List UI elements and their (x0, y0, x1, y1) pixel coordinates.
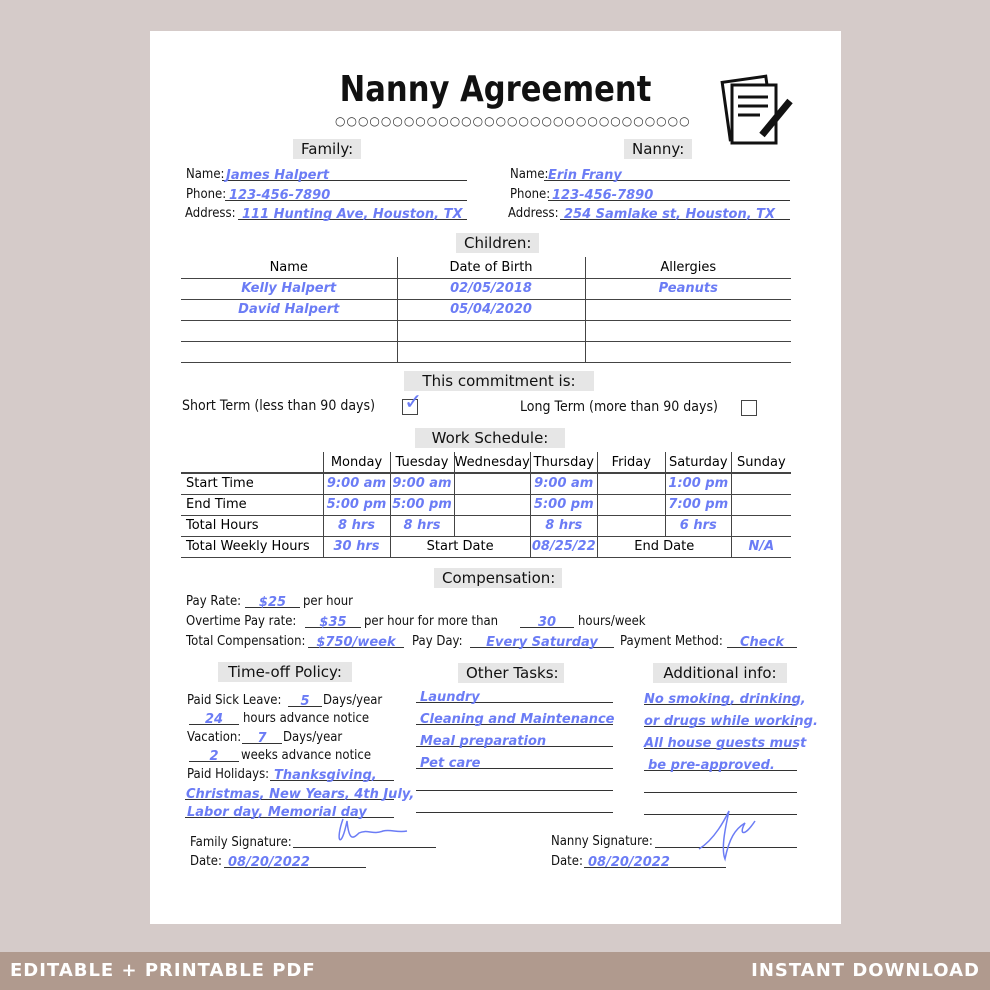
column-header: Name (181, 257, 397, 278)
cell[interactable] (454, 515, 530, 536)
cell[interactable]: 8 hrs (323, 515, 390, 536)
cell[interactable]: 9:00 am (323, 473, 390, 494)
overtime-hours-field[interactable] (520, 611, 574, 628)
vacation-notice-value: 2 (209, 749, 219, 764)
family-address-field[interactable] (238, 203, 467, 220)
payment-method-label: Payment Method: (620, 634, 723, 649)
overtime-label: Overtime Pay rate: (186, 614, 297, 629)
child-dob[interactable] (397, 320, 585, 341)
holidays-field[interactable] (270, 764, 394, 781)
total-comp-field[interactable] (308, 631, 404, 648)
nanny-address-label: Address: (508, 206, 559, 221)
family-address-value: 111 Hunting Ave, Houston, TX (242, 207, 463, 222)
nanny-date-value: 08/20/2022 (588, 855, 670, 870)
family-phone-value: 123-456-7890 (229, 188, 331, 203)
family-signature-drawing (333, 811, 413, 851)
task-value: Cleaning and Maintenance (420, 712, 615, 727)
pay-rate-value: $25 (258, 595, 287, 610)
payment-method-value: Check (740, 635, 784, 650)
row-label: Total Hours (181, 515, 323, 536)
promo-banner (0, 952, 990, 990)
family-date-field[interactable] (224, 851, 366, 868)
cell[interactable] (454, 473, 530, 494)
vacation-field[interactable] (242, 727, 282, 744)
overtime-hours-value: 30 (537, 615, 557, 630)
child-allergies[interactable] (585, 320, 791, 341)
row-label: Total Weekly Hours (181, 536, 323, 557)
vacation-notice-field[interactable] (189, 745, 239, 762)
document-pen-icon (720, 73, 800, 153)
cell[interactable]: 5:00 pm (323, 494, 390, 515)
nanny-name-label: Name: (510, 167, 549, 182)
info-value: be pre-approved. (648, 758, 775, 773)
end-date[interactable]: N/A (731, 536, 791, 557)
table-row (181, 536, 791, 557)
task-line[interactable] (416, 774, 613, 791)
table-row (181, 473, 791, 494)
info-line[interactable] (644, 776, 797, 793)
cell[interactable] (597, 494, 665, 515)
cell[interactable] (597, 473, 665, 494)
sick-leave-value: 5 (300, 694, 310, 709)
task-value: Pet care (420, 756, 481, 771)
task-line[interactable] (416, 708, 613, 725)
agreement-page (150, 31, 841, 924)
cell[interactable] (731, 494, 791, 515)
cell[interactable]: 8 hrs (390, 515, 454, 536)
banner-left-text: EDITABLE + PRINTABLE PDF (10, 960, 316, 981)
page-title: Nanny Agreement (339, 69, 652, 110)
sick-leave-field[interactable] (288, 690, 322, 707)
per-hour-label: per hour (303, 594, 353, 609)
child-dob[interactable] (397, 341, 585, 362)
info-line[interactable] (644, 710, 818, 729)
overtime-field[interactable] (305, 611, 361, 628)
cell[interactable]: 7:00 pm (665, 494, 731, 515)
table-row (181, 341, 791, 362)
pay-day-label: Pay Day: (412, 634, 463, 649)
column-header: Date of Birth (397, 257, 585, 278)
hours-notice-label: hours advance notice (243, 711, 370, 726)
info-value: All house guests must (644, 736, 807, 751)
day-header: Friday (597, 452, 665, 473)
pay-rate-label: Pay Rate: (186, 594, 242, 609)
nanny-phone-label: Phone: (510, 187, 551, 202)
nanny-heading: Nanny: (624, 139, 692, 159)
family-name-field[interactable] (222, 164, 467, 181)
family-signature-field[interactable] (293, 831, 436, 848)
additional-info-heading: Additional info: (653, 663, 787, 683)
short-term-checkbox[interactable] (402, 390, 423, 415)
start-date[interactable]: 08/25/22 (530, 536, 597, 557)
child-name[interactable] (181, 341, 397, 362)
row-label: Start Time (181, 473, 323, 494)
sick-notice-field[interactable] (189, 708, 239, 725)
family-heading: Family: (293, 139, 361, 159)
info-line[interactable] (644, 688, 806, 707)
cell[interactable] (597, 515, 665, 536)
child-allergies[interactable]: Peanuts (585, 278, 791, 299)
payment-method-field[interactable] (727, 631, 797, 648)
family-date-label: Date: (190, 854, 222, 869)
nanny-address-value: 254 Samlake st, Houston, TX (564, 207, 776, 222)
child-dob[interactable]: 02/05/2018 (397, 278, 585, 299)
nanny-phone-field[interactable] (548, 184, 790, 201)
checkmark-icon: ✓ (404, 390, 423, 415)
table-row (181, 494, 791, 515)
sick-leave-label: Paid Sick Leave: (187, 693, 282, 708)
cell[interactable] (731, 515, 791, 536)
info-value: or drugs while working. (644, 714, 818, 729)
info-value: No smoking, drinking, (644, 692, 806, 707)
title-divider: ○○○○○○○○○○○○○○○○○○○○○○○○○○○○○○○ (335, 114, 691, 128)
nanny-date-label: Date: (551, 854, 583, 869)
day-header: Wednesday (454, 452, 530, 473)
cell[interactable]: 9:00 am (530, 473, 597, 494)
holidays-value: Labor day, Memorial day (187, 805, 367, 820)
holidays-value: Christmas, New Years, 4th July, (186, 787, 415, 802)
days-year-label: Days/year (323, 693, 383, 708)
schedule-table (181, 452, 791, 558)
time-off-heading: Time-off Policy: (218, 662, 352, 682)
overtime-value: $35 (319, 615, 347, 630)
start-date-label: Start Date (390, 536, 530, 557)
work-schedule-heading: Work Schedule: (415, 428, 565, 448)
cell[interactable]: 8 hrs (530, 515, 597, 536)
day-header: Thursday (530, 452, 597, 473)
family-name-value: James Halpert (226, 168, 330, 183)
table-row (181, 515, 791, 536)
child-name[interactable] (181, 320, 397, 341)
row-label: End Time (181, 494, 323, 515)
family-address-label: Address: (185, 206, 236, 221)
cell[interactable]: 9:00 am (390, 473, 454, 494)
children-table (181, 257, 791, 363)
table-row (181, 299, 791, 320)
cell[interactable]: 5:00 pm (530, 494, 597, 515)
column-header: Allergies (585, 257, 791, 278)
task-value: Laundry (420, 690, 480, 705)
nanny-signature-label: Nanny Signature: (551, 834, 653, 849)
weeks-notice-label: weeks advance notice (241, 748, 372, 763)
nanny-date-field[interactable] (584, 851, 726, 868)
holidays-value: Thanksgiving, (274, 768, 377, 783)
family-phone-field[interactable] (225, 184, 467, 201)
task-line[interactable] (416, 796, 613, 813)
short-term-label: Short Term (less than 90 days) (182, 398, 376, 414)
end-date-label: End Date (597, 536, 731, 557)
day-header: Tuesday (390, 452, 454, 473)
family-name-label: Name: (186, 167, 225, 182)
vacation-value: 7 (257, 731, 267, 746)
task-value: Meal preparation (420, 734, 547, 749)
task-line[interactable] (416, 730, 613, 747)
nanny-name-field[interactable] (544, 164, 790, 181)
nanny-phone-value: 123-456-7890 (552, 188, 654, 203)
task-line[interactable] (416, 752, 613, 769)
holidays-field[interactable] (185, 783, 415, 802)
cell[interactable] (454, 494, 530, 515)
hours-week-label: hours/week (578, 614, 646, 629)
day-header: Saturday (665, 452, 731, 473)
nanny-name-value: Erin Frany (548, 168, 622, 183)
pay-rate-field[interactable] (245, 591, 300, 608)
total-comp-value: $750/week (316, 635, 396, 650)
family-date-value: 08/20/2022 (228, 855, 310, 870)
child-name[interactable]: David Halpert (181, 299, 397, 320)
cell[interactable] (731, 473, 791, 494)
day-header: Monday (323, 452, 390, 473)
child-dob[interactable]: 05/04/2020 (397, 299, 585, 320)
compensation-heading: Compensation: (434, 568, 562, 588)
info-line[interactable] (644, 732, 807, 751)
banner-right-text: INSTANT DOWNLOAD (751, 960, 980, 981)
long-term-label: Long Term (more than 90 days) (520, 399, 718, 415)
table-row (181, 320, 791, 341)
long-term-checkbox[interactable] (741, 400, 757, 416)
cell[interactable]: 1:00 pm (665, 473, 731, 494)
nanny-address-field[interactable] (560, 203, 790, 220)
overtime-mid-label: per hour for more than (364, 614, 499, 629)
info-line[interactable] (644, 754, 797, 771)
holidays-label: Paid Holidays: (187, 767, 270, 782)
child-allergies[interactable] (585, 299, 791, 320)
vacation-label: Vacation: (187, 730, 242, 745)
table-row (181, 278, 791, 299)
child-name[interactable]: Kelly Halpert (181, 278, 397, 299)
pay-day-value: Every Saturday (486, 635, 598, 650)
pay-day-field[interactable] (470, 631, 614, 648)
children-heading: Children: (456, 233, 539, 253)
child-allergies[interactable] (585, 341, 791, 362)
family-signature-label: Family Signature: (190, 835, 292, 850)
task-line[interactable] (416, 686, 613, 703)
weekly-hours[interactable]: 30 hrs (323, 536, 390, 557)
commitment-heading: This commitment is: (404, 371, 594, 391)
other-tasks-heading: Other Tasks: (458, 663, 564, 683)
family-phone-label: Phone: (186, 187, 227, 202)
nanny-signature-field[interactable] (655, 831, 797, 848)
total-comp-label: Total Compensation: (186, 634, 306, 649)
cell[interactable]: 5:00 pm (390, 494, 454, 515)
sick-notice-value: 24 (204, 712, 224, 727)
vacation-days-label: Days/year (283, 730, 343, 745)
day-header: Sunday (731, 452, 791, 473)
cell[interactable]: 6 hrs (665, 515, 731, 536)
